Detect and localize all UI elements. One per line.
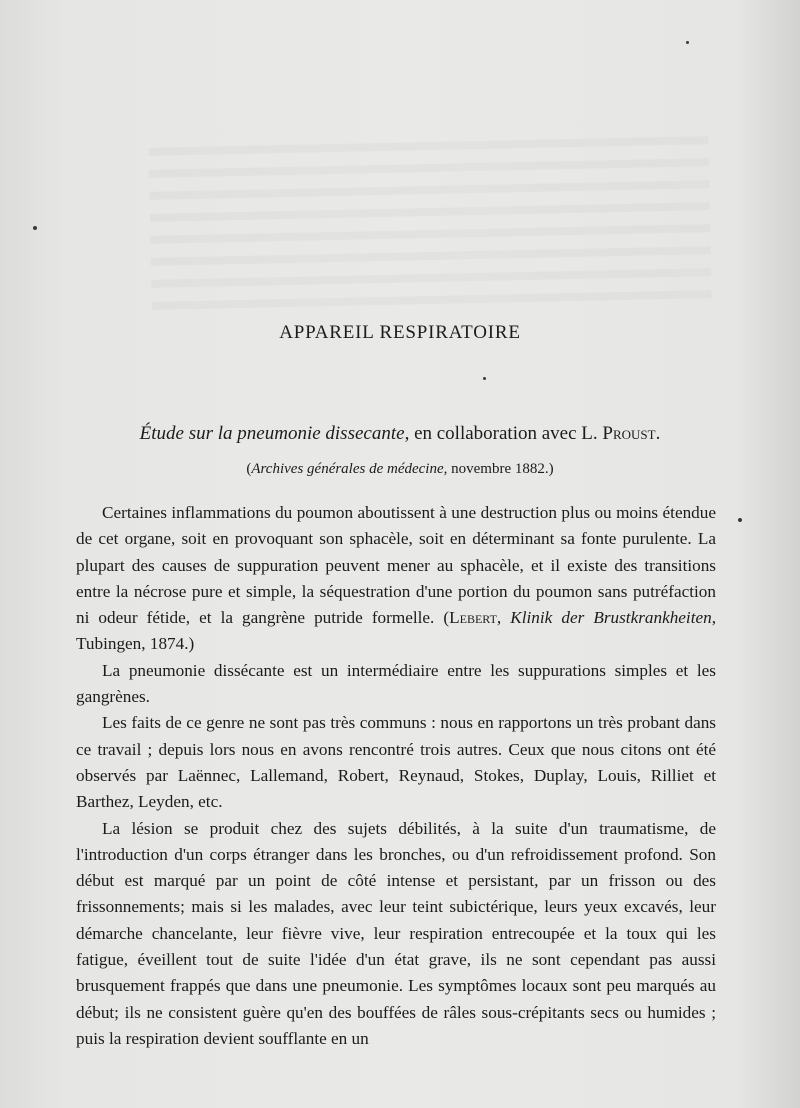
paragraph-3: Les faits de ce genre ne sont pas très communs : nous en rapportons un très probant dans ce travail ; depuis lors nous en avons rencontré trois autres. Ceux que nous citons ont été observés par Laënnec, Lallemand, Robert, Reynaud, Stokes, Duplay, Louis, Rilliet et Barthez, Leyden, etc. [76,713,716,812]
reference-end: , Tubingen, 1874.) [76,608,716,654]
paragraph-4: La lésion se produit chez des sujets débilités, à la suite d'un traumatisme, de l'introduction d'un corps étranger dans les bronches, ou d'un refroidissement profond. Son début est marqué par un point de côté intense et persistant, par un frisson ou des frissonnements; mais si les malades, avec leur teint subictérique, leurs yeux excavés, leur démarche chancelante, leur fièvre vive, leur respiration entrecoupée et la toux qui les fatigue, éveillent tout de suite l'idée d'un état grave, ils ne sont cependant pas aussi brusquement frappés que dans une pneumonie. Les symptômes locaux sont peu marqués au début; ils ne consistent guère qu'en des bouffées de râles sous-crépitants secs ou humides ; puis la respiration devient soufflante en un [76,818,716,1048]
paragraph-1-text: Certaines inflammations du poumon aboutissent à une destruction plus ou moins étendue de cet organe, soit en provoquant son sphacèle, soit en déterminant sa fonte purulente. La plupart des causes de suppuration peuvent mener au sphacèle, et il existe des transitions entre la nécrose pure et simple, la séquestration d'une portion du poumon sans putréfaction ni odeur fétide, et la gangrène putride formelle. [76,503,716,628]
reference-open: ( [434,608,450,628]
paragraph-2: La pneumonie dissécante est un intermédiaire entre les suppurations simples et les gangrènes. [76,660,716,707]
ink-speck [33,226,37,230]
ink-speck [483,377,486,380]
show-through-text [148,122,712,314]
paragraph-1 [76,500,716,658]
article-title [0,423,800,445]
ink-speck [686,41,689,44]
article-body [76,500,716,1052]
ink-speck [738,518,742,522]
reference-work: Klinik der Brustkrankheiten [510,608,712,628]
article-author: Proust [602,423,656,444]
reference-sep: , [496,608,511,628]
article-title-rest: , en collaboration avec L. [404,423,603,444]
article-title-italic: Étude sur la pneumonie dissecante [139,423,405,444]
source-journal: Archives générales de médecine [251,461,444,477]
article-source [0,461,800,478]
reference-author: Lebert [449,608,497,628]
source-open: ( [246,461,252,477]
article-title-end: . [655,423,661,444]
section-heading: APPAREIL RESPIRATOIRE [279,322,521,343]
source-date: , novembre 1882.) [443,461,554,477]
